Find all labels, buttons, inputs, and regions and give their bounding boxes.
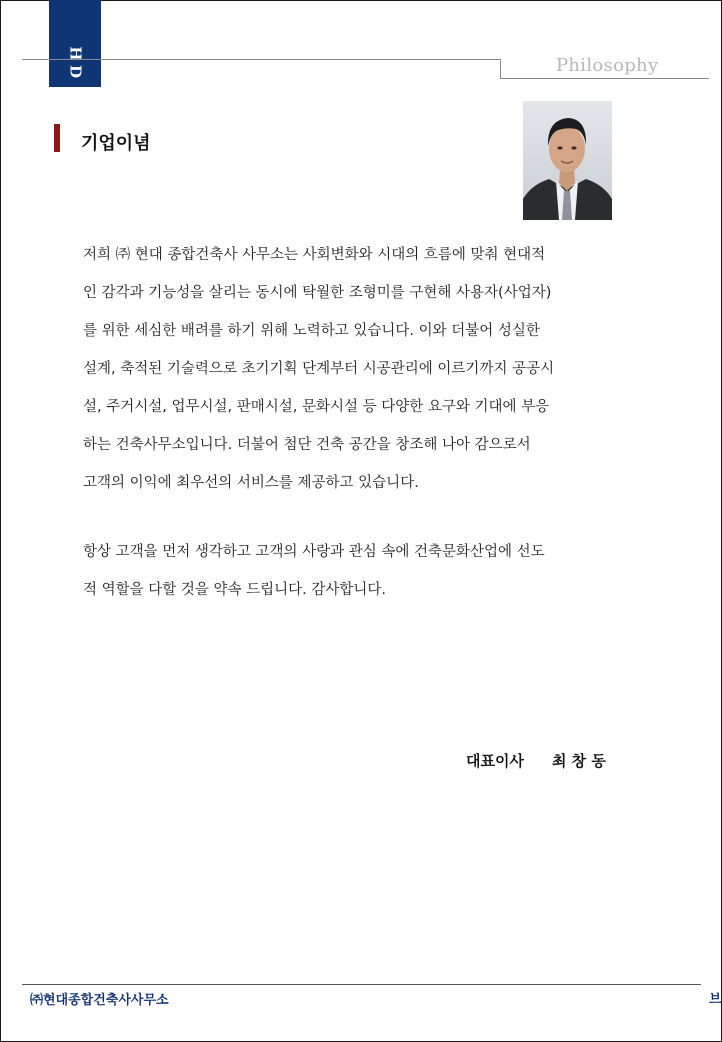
footer-rule	[22, 984, 701, 985]
body-line: 를 위한 세심한 배려를 하기 위해 노력하고 있습니다. 이와 더불어 성실한	[83, 323, 540, 339]
section-title-marker	[54, 124, 60, 152]
paragraph-spacer	[83, 502, 628, 533]
header-rule-left	[22, 59, 501, 60]
body-line: 저희 ㈜ 현대 종합건축사 사무소는 사회변화와 시대의 흐름에 맞춰 현대적	[83, 247, 546, 263]
body-line: 인 감각과 기능성을 살리는 동시에 탁월한 조형미를 구현해 사용자(사업자)	[83, 285, 552, 301]
section-label-philosophy: Philosophy	[556, 55, 659, 76]
footer-company-name: ㈜현대종합건축사사무소	[30, 993, 169, 1008]
portrait-image	[523, 101, 612, 220]
body-line: 하는 건축사무소입니다. 더불어 첨단 건축 공간을 창조해 나아 감으로서	[83, 437, 531, 453]
header-rule-step	[500, 59, 501, 78]
logo-letter-h: H	[66, 46, 85, 61]
page-title: 기업이념	[81, 133, 151, 154]
body-line: 설계, 축적된 기술력으로 초기기획 단계부터 시공관리에 이르기까지 공공시	[83, 361, 555, 377]
body-line: 고객의 이익에 최우선의 서비스를 제공하고 있습니다.	[83, 475, 419, 491]
ceo-portrait-photo	[523, 101, 612, 220]
hd-logo	[49, 0, 101, 87]
body-line: 적 역할을 다할 것을 약속 드립니다. 감사합니다.	[83, 582, 387, 598]
ceo-signature	[466, 750, 606, 771]
signature-name: 최 창 동	[551, 752, 606, 770]
body-line: 항상 고객을 먼저 생각하고 고객의 사랑과 관심 속에 건축문화산업에 선도	[83, 544, 545, 560]
body-line: 설, 주거시설, 업무시설, 판매시설, 문화시설 등 다양한 요구와 기대에 부응	[83, 399, 550, 415]
logo-letter-d: D	[66, 64, 85, 78]
signature-role: 대표이사	[466, 752, 524, 770]
header-rule-right	[500, 78, 709, 79]
philosophy-body	[83, 236, 628, 609]
footer-edge-mark: 브	[709, 992, 722, 1007]
